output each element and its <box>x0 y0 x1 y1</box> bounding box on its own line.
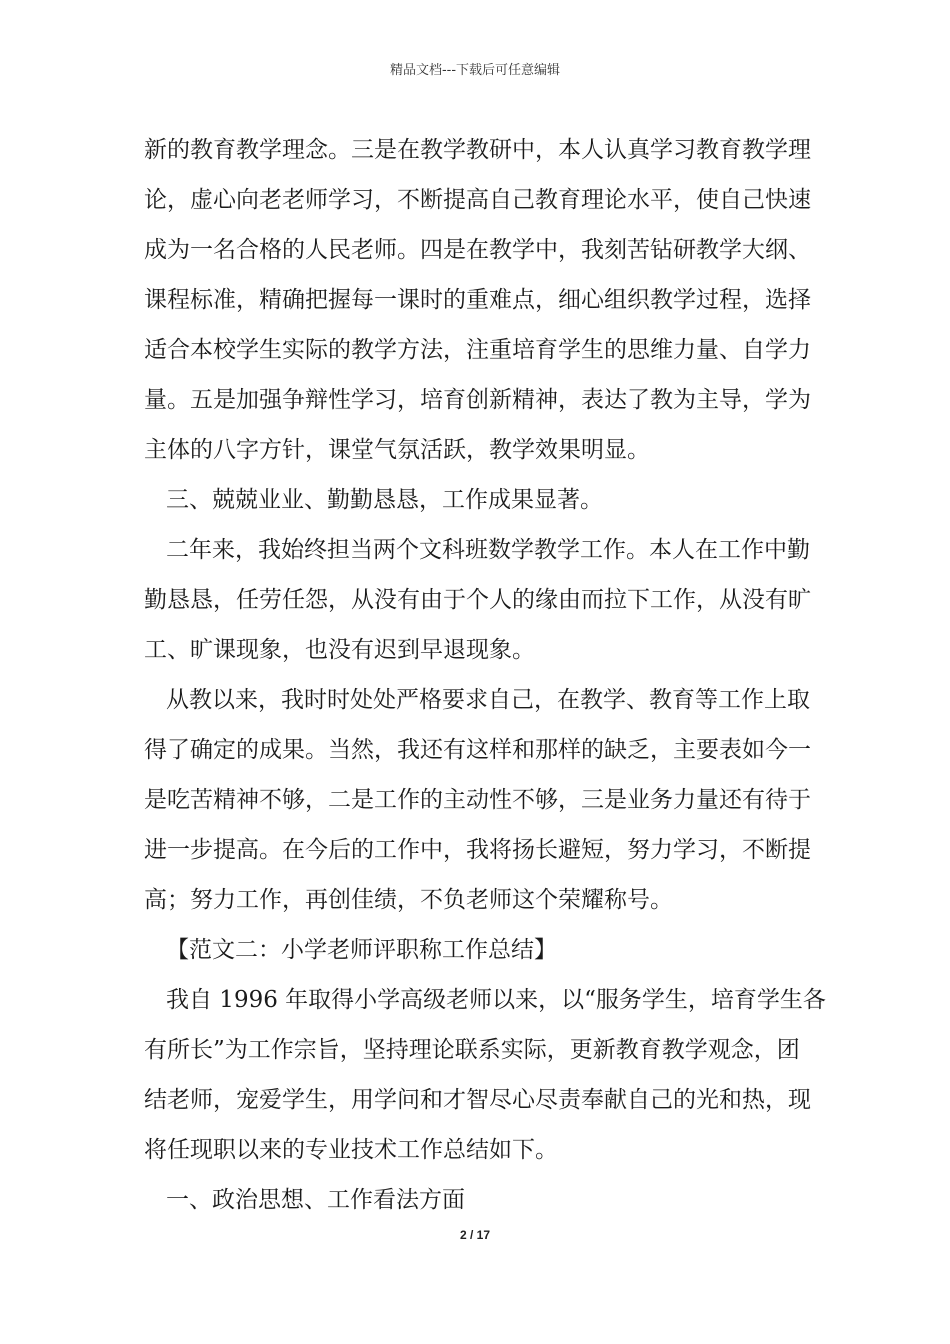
body-line: 二年来，我始终担当两个文科班数学教学工作。本人在工作中勤 <box>166 537 810 563</box>
body-line: 从教以来，我时时处处严格要求自己，在教学、教育等工作上取 <box>166 687 810 713</box>
section-heading: 三、兢兢业业、勤勤恳恳，工作成果显著。 <box>166 487 603 513</box>
body-line: 成为一名合格的人民老师。四是在教学中，我刻苦钻研教学大纲、 <box>144 237 811 263</box>
body-line: 课程标准，精确把握每一课时的重难点，细心组织教学过程，选择 <box>144 287 811 313</box>
body-line: 进一步提高。在今后的工作中，我将扬长避短，努力学习，不断提 <box>144 837 811 863</box>
page-indicator: 2 / 17 <box>459 1228 491 1242</box>
body-line: 新的教育教学理念。三是在教学教研中，本人认真学习教育教学理 <box>144 137 811 163</box>
body-line: 勤恳恳，任劳任怨，从没有由于个人的缘由而拉下工作，从没有旷 <box>144 587 811 613</box>
body-line: 我自 1996 年取得小学高级老师以来，以“服务学生，培育学生各 <box>166 987 826 1013</box>
body-line: 有所长”为工作宗旨，坚持理论联系实际，更新教育教学观念，团 <box>144 1037 800 1063</box>
section-title: 【范文二：小学老师评职称工作总结】 <box>166 937 557 963</box>
body-line: 是吃苦精神不够，二是工作的主动性不够，三是业务力量还有待于 <box>144 787 811 813</box>
document-body <box>144 125 826 1225</box>
body-line: 得了确定的成果。当然，我还有这样和那样的缺乏，主要表如今一 <box>144 737 811 763</box>
body-line: 量。五是加强争辩性学习，培育创新精神，表达了教为主导，学为 <box>144 387 811 413</box>
body-line: 主体的八字方针，课堂气氛活跃，教学效果明显。 <box>144 437 650 463</box>
body-line: 论，虚心向老老师学习，不断提高自己教育理论水平，使自己快速 <box>144 187 811 213</box>
body-line: 高；努力工作，再创佳绩，不负老师这个荣耀称号。 <box>144 887 673 913</box>
body-line: 工、旷课现象，也没有迟到早退现象。 <box>144 637 535 663</box>
body-line: 将任现职以来的专业技术工作总结如下。 <box>144 1137 558 1163</box>
body-line: 适合本校学生实际的教学方法，注重培育学生的思维力量、自学力 <box>144 337 811 363</box>
page-header: 精品文档---下载后可任意编辑 <box>389 63 561 78</box>
section-heading: 一、政治思想、工作看法方面 <box>166 1187 465 1213</box>
body-line: 结老师，宠爱学生，用学问和才智尽心尽责奉献自己的光和热，现 <box>144 1087 811 1113</box>
